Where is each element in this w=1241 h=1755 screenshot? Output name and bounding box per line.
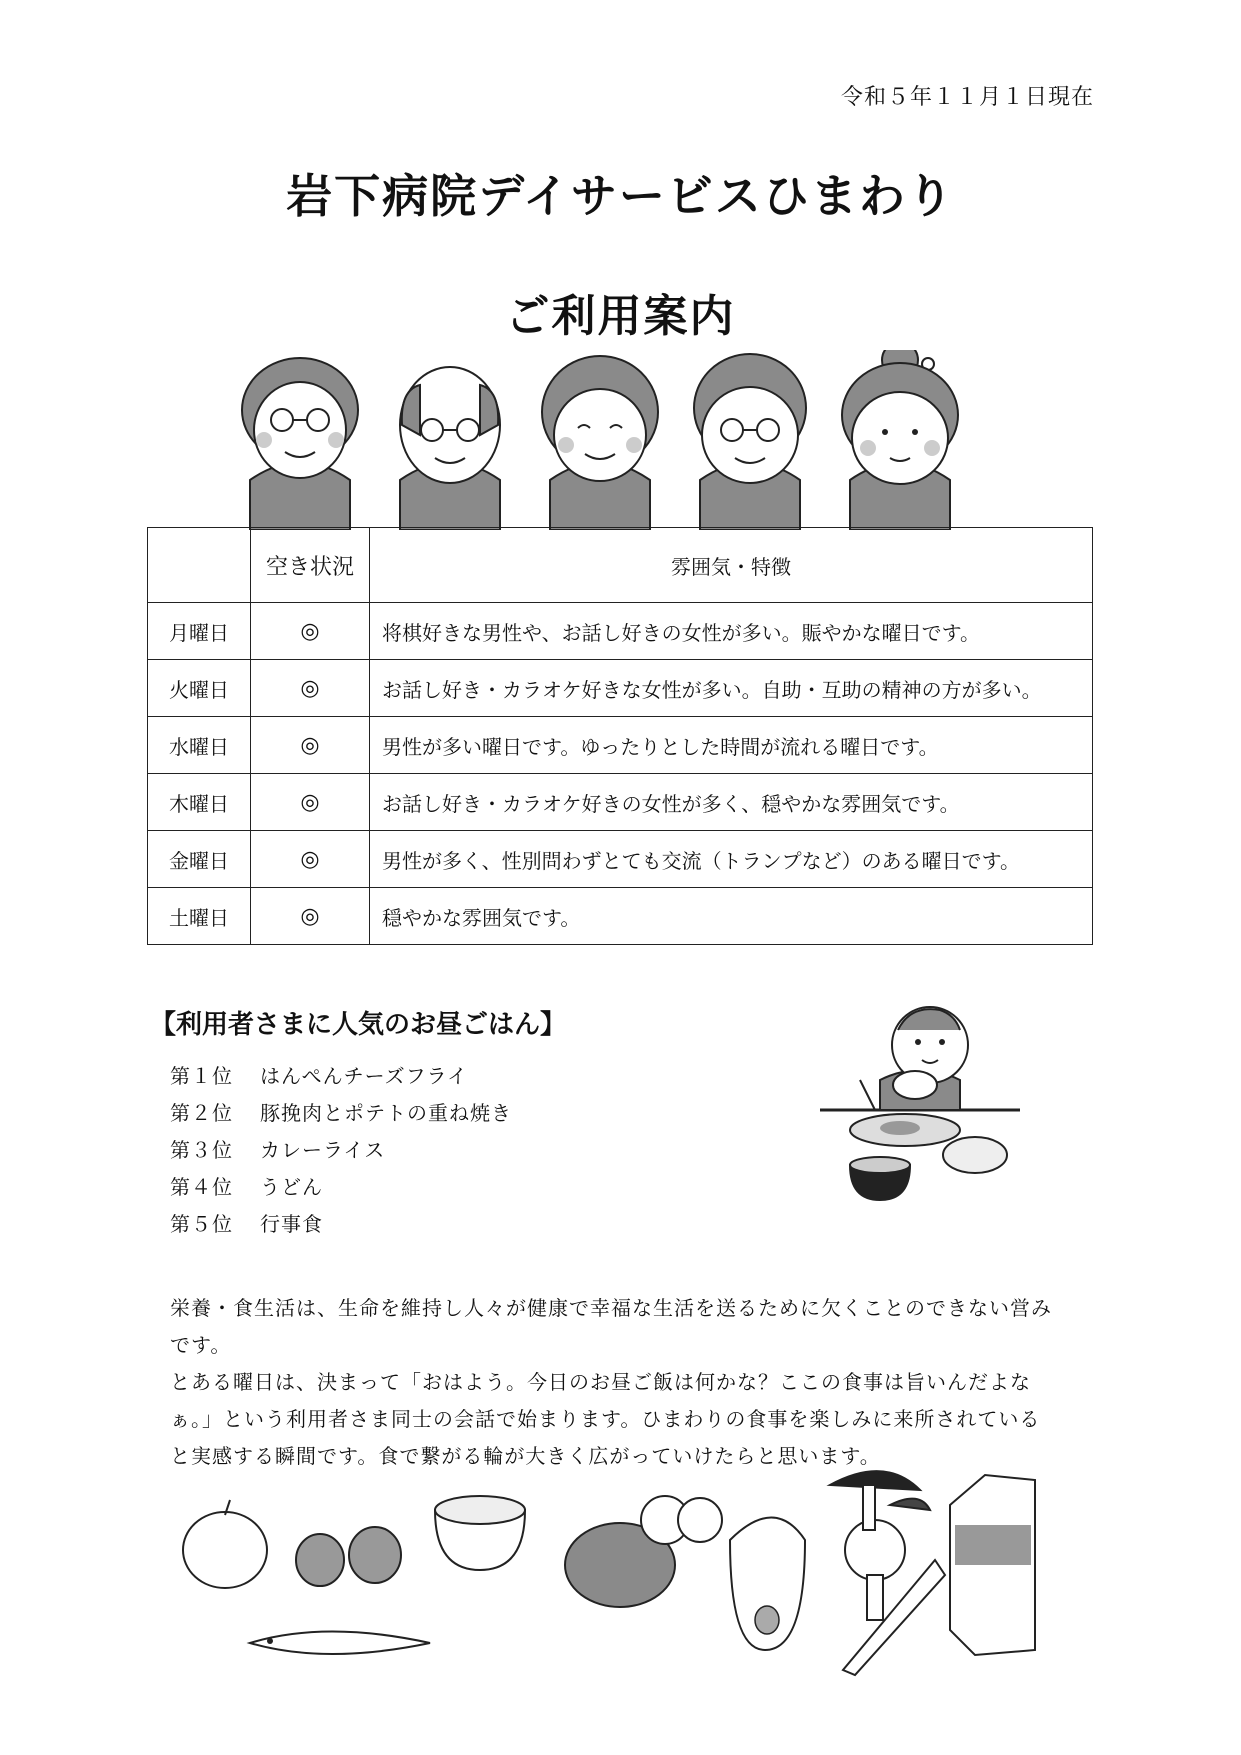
food-illustrations: [175, 1465, 1125, 1685]
date-label: 令和５年１１月１日現在: [840, 85, 1094, 110]
ranking-item: [170, 1060, 468, 1089]
header-day: [148, 528, 251, 603]
lunch-section-title: 【利用者さまに人気のお昼ごはん】: [150, 1010, 567, 1040]
page-subtitle: ご利用案内: [505, 291, 736, 342]
feature-cell: 穏やかな雰囲気です。: [370, 888, 1093, 945]
availability-cell: ◎: [251, 603, 370, 660]
dish-name: 行事食: [260, 1212, 323, 1236]
feature-cell: 男性が多い曜日です。ゆったりとした時間が流れる曜日です。: [370, 717, 1093, 774]
day-cell: 火曜日: [148, 660, 251, 717]
day-cell: 木曜日: [148, 774, 251, 831]
dish-name: はんぺんチーズフライ: [260, 1064, 468, 1088]
feature-cell: 男性が多く、性別問わずとても交流（トランプなど）のある曜日です。: [370, 831, 1093, 888]
person-4-icon: [694, 354, 806, 530]
feature-cell: お話し好き・カラオケ好きの女性が多く、穏やかな雰囲気です。: [370, 774, 1093, 831]
day-cell: 土曜日: [148, 888, 251, 945]
apple-icon: [183, 1500, 267, 1588]
dish-name: 豚挽肉とポテトの重ね焼き: [260, 1101, 512, 1125]
schedule-table: [147, 527, 1093, 945]
table-header-row: [148, 528, 1093, 603]
availability-cell: ◎: [251, 831, 370, 888]
strawberry-icon: [296, 1527, 401, 1586]
rank-label: 第５位: [170, 1212, 233, 1236]
person-2-icon: [400, 367, 500, 530]
header-feature: 雰囲気・特徴: [370, 528, 1093, 603]
carrot-icon: [843, 1560, 945, 1675]
rank-label: 第１位: [170, 1064, 233, 1088]
broccoli-icon: [845, 1520, 905, 1620]
paragraph-line: 栄養・食生活は、生命を維持し人々が健康で幸福な生活を送るために欠くことのできない営み: [170, 1296, 1052, 1320]
milk-carton-icon: [950, 1475, 1035, 1655]
page-title: 岩下病院デイサービスひまわり: [286, 169, 955, 223]
paragraph-line: ぁ。」という利用者さま同士の会話で始まります。ひまわりの食事を楽しみに来所されている: [170, 1407, 1041, 1431]
fish-icon: [250, 1632, 430, 1655]
feature-cell: 将棋好きな男性や、お話し好きの女性が多い。賑やかな曜日です。: [370, 603, 1093, 660]
person-5-icon: [842, 350, 958, 530]
ranking-item: [170, 1208, 323, 1237]
paragraph-line: とある曜日は、決まって「おはよう。今日のお昼ご飯は何かな？ここの食事は旨いんだよな: [170, 1370, 1031, 1394]
day-cell: 月曜日: [148, 603, 251, 660]
lunch-man-illustration: [820, 1000, 1020, 1225]
header-availability: 空き状況: [251, 528, 370, 603]
feature-cell: お話し好き・カラオケ好きな女性が多い。自助・互助の精神の方が多い。: [370, 660, 1093, 717]
person-3-icon: [542, 356, 658, 530]
dish-name: カレーライス: [260, 1138, 386, 1162]
egg-icon: [730, 1518, 805, 1651]
paragraph-line: です。: [170, 1333, 232, 1357]
table-row: [148, 831, 1093, 888]
availability-cell: ◎: [251, 888, 370, 945]
elderly-people-illustration: [240, 350, 1010, 530]
ranking-item: [170, 1134, 385, 1163]
person-1-icon: [242, 358, 358, 530]
rank-label: 第３位: [170, 1138, 233, 1162]
availability-cell: ◎: [251, 774, 370, 831]
tomato-icon: [641, 1496, 722, 1544]
day-cell: 金曜日: [148, 831, 251, 888]
table-row: [148, 888, 1093, 945]
paragraph-line: と実感する瞬間です。食で繋がる輪が大きく広がっていけたらと思います。: [170, 1444, 881, 1468]
ranking-item: [170, 1097, 512, 1126]
availability-cell: ◎: [251, 717, 370, 774]
table-row: [148, 603, 1093, 660]
ranking-item: [170, 1171, 323, 1200]
table-row: [148, 660, 1093, 717]
table-row: [148, 774, 1093, 831]
table-row: [148, 717, 1093, 774]
dish-name: うどん: [260, 1175, 323, 1199]
day-cell: 水曜日: [148, 717, 251, 774]
rank-label: 第４位: [170, 1175, 233, 1199]
rank-label: 第２位: [170, 1101, 233, 1125]
availability-cell: ◎: [251, 660, 370, 717]
rice-bowl-icon: [435, 1496, 525, 1570]
